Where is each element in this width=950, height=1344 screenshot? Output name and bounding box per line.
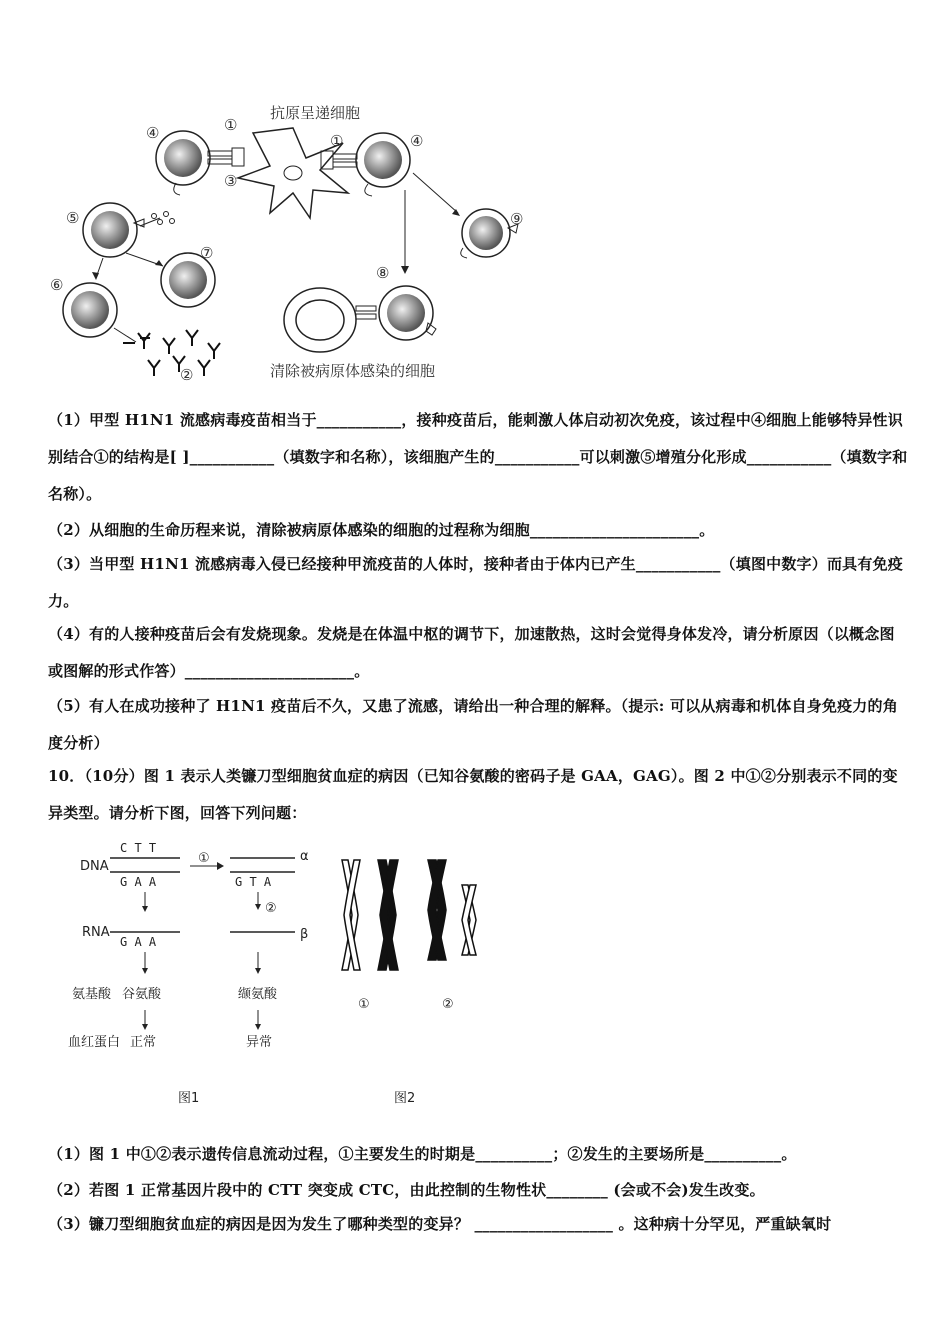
alpha-label: α xyxy=(300,849,309,864)
glu-label: 谷氨酸 xyxy=(122,987,162,1002)
q10-part2: （2）若图 1 正常基因片段中的 CTT 突变成 CTC，由此控制的生物性状________ (会或不会)发生改变。 xyxy=(48,1181,765,1199)
cell-6 xyxy=(63,283,117,337)
q9-part5: （5）有人在成功接种了 H1N1 疫苗后不久，又患了流感，请给出一种合理的解释。（提示: 可以从病毒和机体自身免疫力的角度分析） xyxy=(48,697,898,752)
cell-8 xyxy=(356,286,436,340)
marker-4-right: ④ xyxy=(410,132,424,150)
infected-cell xyxy=(284,288,356,352)
rna-strand: G A A xyxy=(120,935,157,949)
mutant-strand: G T A xyxy=(235,875,272,889)
marker-8: ⑧ xyxy=(376,264,390,282)
fig2-caption: 图2 xyxy=(394,1091,416,1106)
marker-6: ⑥ xyxy=(50,276,64,294)
rna-label: RNA xyxy=(82,925,110,940)
q10-intro: 10．（10分）图 1 表示人类镰刀型细胞贫血症的病因（已知谷氨酸的密码子是 GAA，GAG）。图 2 中①②分别表示不同的变异类型。请分析下图，回答下列问题： xyxy=(48,767,898,822)
marker-1-left: ① xyxy=(224,116,238,134)
step-2: ② xyxy=(265,901,277,916)
q10-part3: （3）镰刀型细胞贫血症的病因是因为发生了哪种类型的变异？ __________________ 。这种病十分罕见，严重缺氧时 xyxy=(48,1215,832,1233)
val-label: 缬氨酸 xyxy=(238,987,278,1002)
chromosomes-1 xyxy=(342,860,398,970)
chrom-label-1: ① xyxy=(358,997,370,1012)
marker-2: ② xyxy=(180,366,194,384)
marker-4-left: ④ xyxy=(146,124,160,142)
chromosomes-2 xyxy=(428,860,476,960)
cell-5 xyxy=(83,203,175,257)
dna-bottom-strand: G A A xyxy=(120,875,157,889)
q9-part3: （3）当甲型 H1N1 流感病毒入侵已经接种甲流疫苗的人体时，接种者由于体内已产生___________（填图中数字）而具有免疫力。 xyxy=(48,555,903,610)
hb-label: 血红蛋白 xyxy=(68,1035,121,1050)
marker-1-right: ① xyxy=(330,132,344,150)
aa-label: 氨基酸 xyxy=(72,987,112,1002)
marker-9: ⑨ xyxy=(510,210,524,228)
q9-part2: （2）从细胞的生命历程来说，清除被病原体感染的细胞的过程称为细胞______________________。 xyxy=(48,521,715,539)
chrom-label-2: ② xyxy=(442,997,454,1012)
beta-label: β xyxy=(300,927,309,942)
antibodies xyxy=(123,330,220,376)
marker-3: ③ xyxy=(224,172,238,190)
figure-1-2 xyxy=(60,840,520,1120)
abnormal-label: 异常 xyxy=(246,1035,273,1050)
q10-part1: （1）图 1 中①②表示遗传信息流动过程，①主要发生的时期是__________；②发生的主要场所是__________。 xyxy=(48,1145,797,1163)
apc-label: 抗原呈递细胞 xyxy=(270,104,361,122)
dna-label: DNA xyxy=(80,859,109,874)
normal-label: 正常 xyxy=(130,1035,157,1050)
step-1: ① xyxy=(198,851,210,866)
dna-top-strand: C T T xyxy=(120,841,157,855)
fig1-caption: 图1 xyxy=(178,1091,200,1106)
q9-part4: （4）有的人接种疫苗后会有发烧现象。发烧是在体温中枢的调节下，加速散热，这时会觉得身体发冷，请分析原因（以概念图或图解的形式作答）______________________。 xyxy=(48,625,895,680)
clear-label: 清除被病原体感染的细胞 xyxy=(270,362,436,380)
immune-diagram xyxy=(48,98,538,388)
q9-part1: （1）甲型 H1N1 流感病毒疫苗相当于___________，接种疫苗后，能刺激人体启动初次免疫，该过程中④细胞上能够特异性识别结合①的结构是[ ]___________（填数字和名称），该细胞产生的___________可以刺激⑤增殖分化形成___________（填数字和名称）。 xyxy=(48,411,908,503)
marker-5: ⑤ xyxy=(66,209,80,227)
marker-7: ⑦ xyxy=(200,244,214,262)
